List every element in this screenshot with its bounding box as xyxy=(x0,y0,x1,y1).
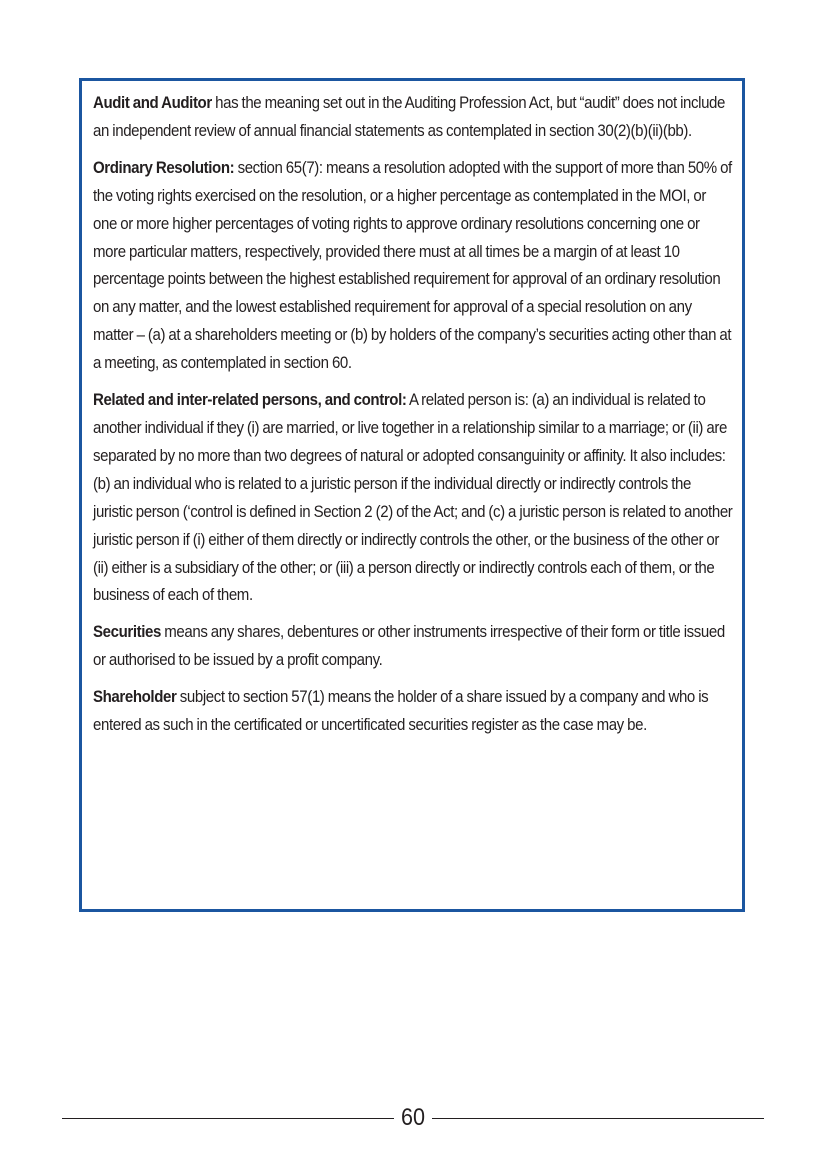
definition-securities xyxy=(93,618,733,674)
page-number: 60 xyxy=(400,1104,426,1131)
definition-related-persons xyxy=(93,386,733,609)
definition-term: Shareholder xyxy=(93,687,177,707)
definitions-box xyxy=(79,78,745,912)
definition-term: Audit and Auditor xyxy=(93,93,212,112)
definition-audit-and-auditor xyxy=(93,89,733,145)
definition-text: section 65(7): means a resolution adopted with the support of more than 50% of the voting rights exercised on the resolution, or a higher percentage as contemplated in the MOI, or one or more higher percentages of voting rights to approve ordinary resolutions concerning one or more particular matters, respectively, provided there must at all times be a margin of at least 10 percentage points between the highest established requirement for approval of an ordinary resolution on any matter, and the lowest established requirement for approval of a special resolution on any matter – (a) at a shareholders meeting or (b) by holders of the company’s securities acting other than at a meeting, as contemplated in section 60. xyxy=(93,157,732,373)
definition-term: Securities xyxy=(93,622,161,642)
page-footer xyxy=(62,1101,764,1135)
footer-rule-right xyxy=(432,1118,764,1119)
definition-text: A related person is: (a) an individual is related to another individual if they (i) are married, or live together in a relationship similar to a marriage; or (ii) are separated by no more than two degrees of natural or adopted consanguinity or affinity. It also includes: (b) an individual who is related to a juristic person if the individual directly or indirectly controls the juristic person (‘control is defined in Section 2 (2) of the Act; and (c) a juristic person is related to another juristic person if (i) either of them directly or indirectly controls the other, or the business of the other or (ii) either is a subsidiary of the other; or (iii) a person directly or indirectly controls each of them, or the business of each of them. xyxy=(93,390,733,605)
definition-ordinary-resolution xyxy=(93,154,733,377)
definition-text: has the meaning set out in the Auditing Profession Act, but “audit” does not include an independent review of annual financial statements as contemplated in section 30(2)(b)(ii)(bb). xyxy=(93,93,726,140)
definition-shareholder xyxy=(93,683,733,739)
definition-text: subject to section 57(1) means the holder of a share issued by a company and who is entered as such in the certificated or uncertificated securities register as the case may be. xyxy=(93,687,709,735)
definition-text: means any shares, debentures or other instruments irrespective of their form or title issued or authorised to be issued by a profit company. xyxy=(93,622,725,670)
definition-term: Related and inter-related persons, and control: xyxy=(93,390,407,410)
definition-term: Ordinary Resolution: xyxy=(93,157,235,177)
footer-rule-left xyxy=(62,1118,394,1119)
